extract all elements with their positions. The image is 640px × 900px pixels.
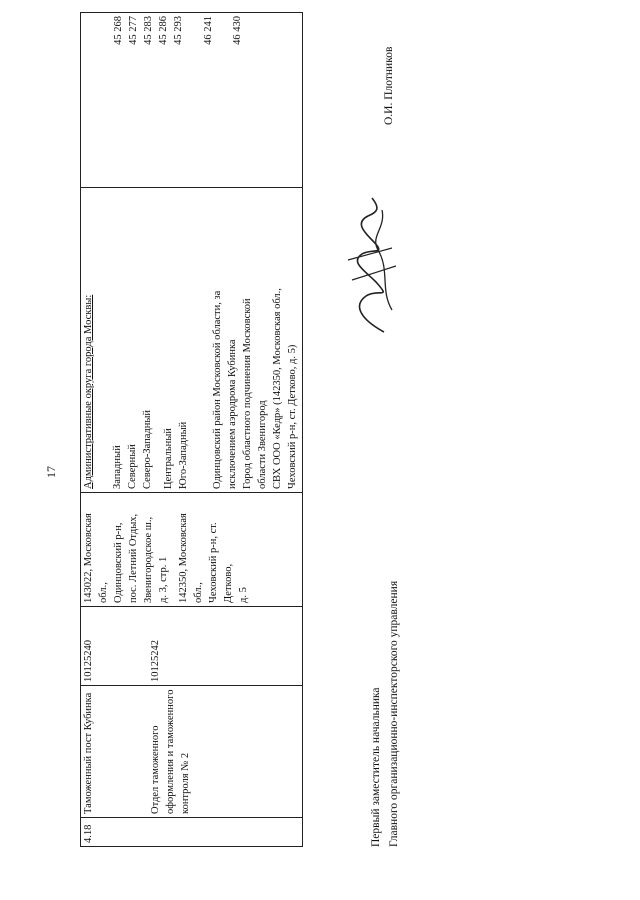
zvenigorod-line: Город областного подчинения Московской <box>242 298 254 489</box>
region-code: 45 286 <box>157 16 169 45</box>
region-code: 45 293 <box>172 16 184 45</box>
post-address-line: 143022, Московская обл., <box>83 513 109 603</box>
code-cell <box>81 607 303 686</box>
signatory-title <box>368 581 404 847</box>
post-address-line: д. 3, стр. 1 <box>157 556 169 603</box>
region-item: Северо-Западный <box>141 409 153 489</box>
dept-address-line: д. 5 <box>238 587 250 603</box>
post-code: 10125240 <box>83 640 94 682</box>
dept-name-line: Отдел таможенного <box>149 725 161 814</box>
customs-table <box>80 12 303 847</box>
page-number: 17 <box>44 466 58 478</box>
dept-name-line: оформления и таможенного <box>164 689 176 814</box>
signatory-title-line: Главного организационно-инспекторского управления <box>387 580 400 847</box>
dept-address-line: Чеховский р-н, ст. Детково, <box>208 522 235 603</box>
address-cell <box>81 493 303 607</box>
region-code: 45 268 <box>113 16 124 45</box>
post-name: Таможенный пост Кубинка <box>83 692 94 814</box>
handwritten-signature <box>332 190 412 340</box>
signatory-name: О.И. Плотников <box>383 46 395 125</box>
region-cell <box>81 188 303 493</box>
odintsovo-line: исключением аэродрома Кубинка <box>227 339 239 489</box>
svh-line: СВХ ООО «Кедр» (142350, Московская обл., <box>272 288 284 489</box>
post-address-line: Одинцовский р-н, <box>112 522 124 603</box>
odintsovo-line: Одинцовский район Московской области, за <box>212 290 224 489</box>
post-name-cell <box>81 686 303 818</box>
dept-code: 10125242 <box>149 640 161 682</box>
zvenigorod-code: 46 430 <box>232 16 244 45</box>
odintsovo-code: 46 241 <box>202 16 214 45</box>
dept-address-line: 142350, Московская обл., <box>178 513 205 603</box>
region-item: Северный <box>126 444 138 489</box>
dept-name-line: контроля № 2 <box>179 752 191 814</box>
row-number: 4.18 <box>81 818 303 847</box>
zvenigorod-line: области Звенигород <box>257 400 269 489</box>
region-code: 45 277 <box>127 16 139 45</box>
signatory-title-line: Первый заместитель начальника <box>370 687 382 847</box>
region-item: Западный <box>111 445 123 489</box>
svh-line: Чеховский р-н, ст. Детково, д. 5) <box>286 344 298 489</box>
region-code: 45 283 <box>142 16 154 45</box>
post-address-line: пос. Летний Отдых, <box>127 513 139 603</box>
table-row <box>81 13 303 847</box>
region-header: Административные округа города Москвы: <box>83 294 94 489</box>
region-item: Центральный <box>162 428 174 489</box>
post-address-line: Звенигородское ш., <box>142 516 154 603</box>
region-item: Юго-Западный <box>177 421 189 489</box>
okato-codes-cell <box>81 13 303 188</box>
